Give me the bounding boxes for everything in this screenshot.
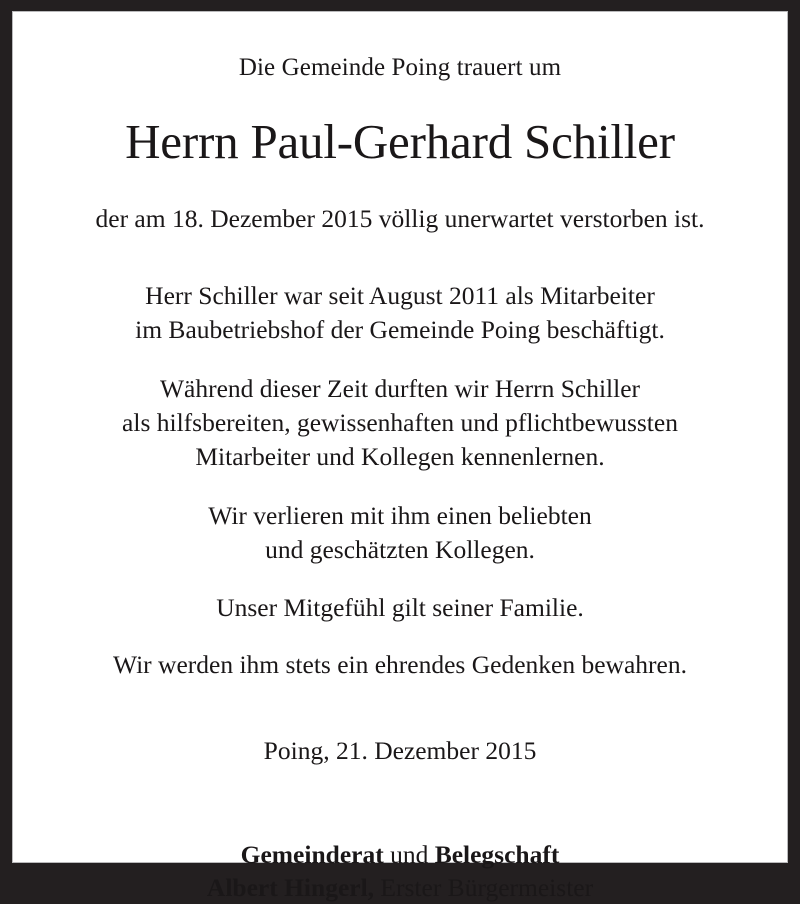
intro-line: Die Gemeinde Poing trauert um: [238, 54, 562, 81]
paragraph-loss: [208, 499, 591, 566]
signature-mayor-title: Erster Bürgermeister: [374, 872, 594, 902]
signature-line-organisations: [207, 839, 593, 872]
signature-staff: Belegschaft: [434, 839, 560, 869]
signature-conjunction: und: [383, 839, 435, 869]
obituary-notice-card: [12, 11, 788, 902]
paragraph-line: im Baubetriebshof der Gemeinde Poing beschäftigt.: [135, 314, 665, 344]
signature-block: [207, 839, 593, 904]
paragraph-employment: [135, 279, 665, 346]
deceased-name: Herrn Paul-Gerhard Schiller: [125, 113, 675, 169]
signature-council: Gemeinderat: [240, 839, 384, 869]
paragraph-line: Während dieser Zeit durften wir Herrn Schiller: [159, 374, 641, 404]
paragraph-remembrance: [113, 648, 687, 682]
paragraph-line: und geschätzten Kollegen.: [265, 534, 535, 564]
paragraph-line: Wir verlieren mit ihm einen beliebten: [208, 501, 592, 531]
paragraph-line: als hilfsbereiten, gewissenhaften und pflichtbewussten: [122, 407, 678, 437]
paragraph-condolence: [216, 591, 584, 625]
place-and-date: Poing, 21. Dezember 2015: [263, 735, 537, 765]
death-date-line: der am 18. Dezember 2015 völlig unerwartet verstorben ist.: [95, 203, 705, 233]
signature-line-mayor: [207, 872, 593, 904]
paragraph-line: Mitarbeiter und Kollegen kennenlernen.: [195, 441, 605, 471]
paragraph-line: Herr Schiller war seit August 2011 als Mitarbeiter: [145, 280, 655, 310]
paragraph-appreciation: [122, 372, 678, 473]
paragraph-line: Wir werden ihm stets ein ehrendes Gedenken bewahren.: [113, 650, 687, 680]
signature-mayor-name: Albert Hingerl,: [206, 872, 375, 902]
paragraph-line: Unser Mitgefühl gilt seiner Familie.: [216, 592, 584, 622]
